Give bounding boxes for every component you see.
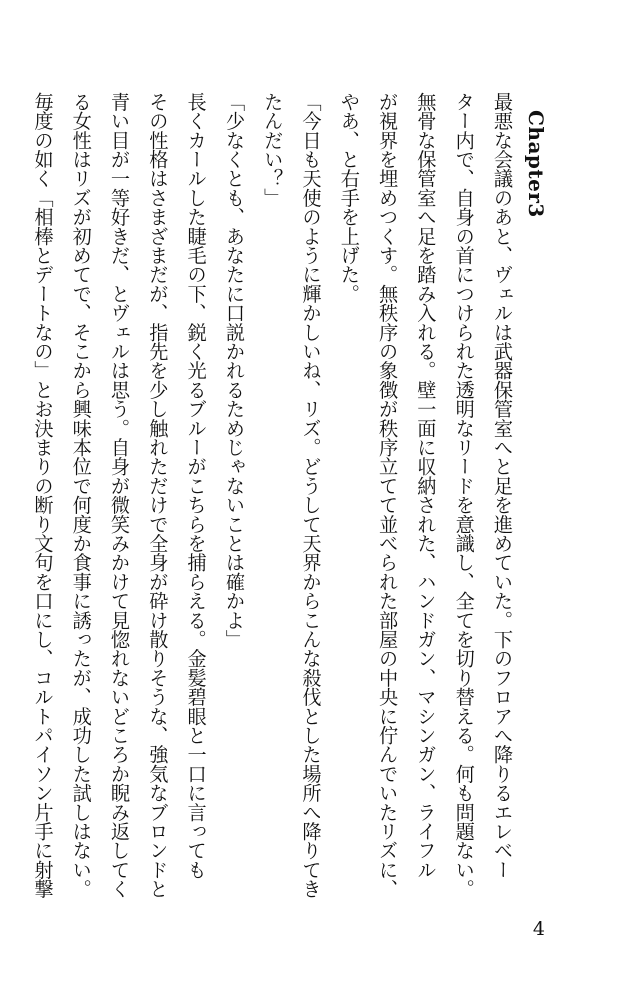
text-column: 無骨な保管室へ足を踏み入れる。壁一面に収納された、ハンドガン、マシンガン、ライフル — [414, 92, 438, 880]
text-column: 青い目が一等好きだ、とヴェルは思う。自身が微笑みかけて見惚れないどころか睨み返してく — [108, 92, 132, 899]
page-number: 4 — [532, 918, 545, 940]
text-column: その性格はさまざまだが、指先を少し触れただけで全身が砕け散りそうな、強気なブロンドと — [146, 92, 170, 899]
text-column: ター内で、自身の首につけられた透明なリードを意識し、全てを切り替える。何も問題ない。 — [452, 92, 476, 899]
text-column: 毎度の如く「相棒とデートなの」とお決まりの断り文句を口にし、コルトパイソン片手に射撃 — [31, 92, 55, 899]
text-column: やあ、と右手を上げた。 — [337, 92, 361, 304]
text-column: 「今日も天使のように輝かしいね、リズ。どうして天界からこんな殺伐とした場所へ降りてき — [299, 92, 323, 899]
chapter-title: Chapter3 — [524, 110, 548, 218]
text-column: 「少なくとも、あなたに口説かれるためじゃないことは確かよ」 — [222, 92, 246, 649]
text-column: たんだい？」 — [261, 92, 285, 208]
text-column: る女性はリズが初めてで、そこから興味本位で何度か食事に誘ったが、成功した試しはない。 — [69, 92, 93, 899]
body-text — [23, 92, 521, 922]
text-column: が視界を埋めつくす。無秩序の象徴が秩序立てて並べられた部屋の中央に佇んでいたリズに、 — [376, 92, 400, 899]
text-column: 長くカールした睫毛の下、鋭く光るブルーがこちらを捕らえる。金髪碧眼と一口に言っても — [184, 92, 208, 880]
text-column: 最悪な会議のあと、ヴェルは武器保管室へと足を進めていた。下のフロアへ降りるエレベー — [491, 92, 514, 880]
